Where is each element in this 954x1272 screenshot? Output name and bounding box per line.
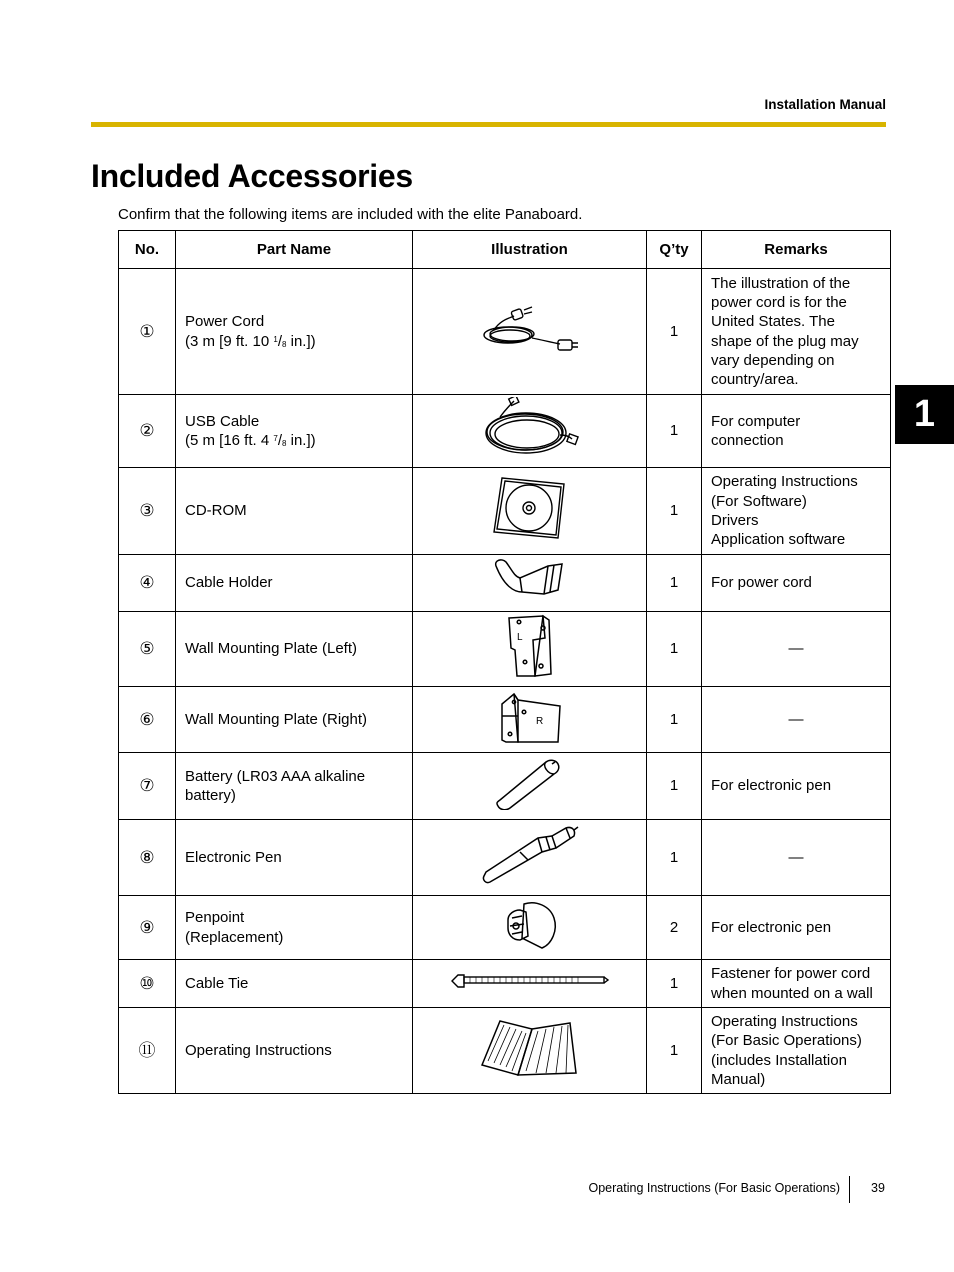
quantity: 1: [647, 269, 702, 395]
col-header-no: No.: [119, 231, 176, 269]
remarks: [702, 820, 891, 896]
remarks-line: —: [788, 710, 804, 728]
electronic-pen-icon: [480, 822, 580, 888]
part-name: [176, 960, 413, 1008]
remarks: [702, 960, 891, 1008]
remarks-line: For power cord: [711, 574, 812, 592]
item-number: ②: [119, 395, 176, 468]
part-name: [176, 612, 413, 687]
part-name-line: Power Cord: [185, 313, 265, 331]
dimension-suffix: in.]): [286, 332, 316, 350]
cable-tie-icon: [450, 969, 610, 993]
part-name: [176, 753, 413, 820]
item-number: ⑩: [119, 960, 176, 1008]
part-name-line: (Replacement): [185, 928, 284, 946]
remarks: [702, 468, 891, 555]
remarks-line: connection: [711, 432, 784, 449]
plate-letter-r: R: [535, 715, 543, 727]
illustration-cell: [413, 395, 647, 468]
remarks-line: For electronic pen: [711, 918, 832, 936]
penpoint-icon: [502, 900, 558, 950]
battery-icon: [494, 756, 566, 810]
table-row: [119, 395, 891, 468]
remarks-line: Operating Instructions: [711, 1012, 858, 1030]
quantity: 1: [647, 687, 702, 753]
remarks-line: Operating Instructions: [711, 473, 858, 491]
header-label: Installation Manual: [764, 97, 886, 112]
part-dimension: [185, 431, 403, 450]
table-row: [119, 820, 891, 896]
illustration-cell: [413, 468, 647, 555]
remarks: [702, 1008, 891, 1094]
chapter-tab: 1: [895, 385, 954, 444]
illustration-cell: [413, 687, 647, 753]
remarks-line: For computer: [711, 412, 801, 430]
item-number: ①: [119, 269, 176, 395]
col-header-remarks: Remarks: [702, 231, 891, 269]
part-name-line: USB Cable: [185, 412, 260, 430]
item-number: ⑦: [119, 753, 176, 820]
table-row: [119, 687, 891, 753]
remarks-line: United States. The: [711, 313, 835, 331]
remarks-line: Drivers: [711, 512, 759, 529]
cd-rom-icon: [492, 476, 568, 540]
table-row: [119, 612, 891, 687]
part-name-line: Wall Mounting Plate (Left): [185, 640, 358, 658]
part-name: [176, 687, 413, 753]
plate-letter-l: L: [516, 632, 523, 644]
remarks: [702, 269, 891, 395]
item-number: ⑥: [119, 687, 176, 753]
intro-text: Confirm that the following items are included with the elite Panaboard.: [118, 206, 583, 223]
remarks-line: —: [788, 640, 804, 658]
part-name-line: Wall Mounting Plate (Right): [185, 710, 368, 728]
remarks-line: Application software: [711, 531, 846, 549]
manual-book-icon: [480, 1017, 580, 1079]
fraction-numerator: 7: [273, 434, 278, 443]
part-dimension: [185, 332, 403, 351]
part-name: [176, 555, 413, 612]
item-number: ⑤: [119, 612, 176, 687]
illustration-cell: [413, 753, 647, 820]
remarks: [702, 896, 891, 960]
col-header-illustration: Illustration: [413, 231, 647, 269]
part-name-line: battery): [185, 787, 236, 804]
fraction-slash: /: [277, 332, 282, 350]
col-header-qty: Q’ty: [647, 231, 702, 269]
remarks-line: For electronic pen: [711, 777, 832, 795]
illustration-cell: [413, 555, 647, 612]
page-number: 39: [871, 1181, 885, 1195]
illustration-cell: [413, 612, 647, 687]
table-row: [119, 269, 891, 395]
table-header-row: [119, 231, 891, 269]
part-name-line: Operating Instructions: [185, 1041, 332, 1059]
remarks-line: Fastener for power cord: [711, 965, 871, 983]
part-name: [176, 820, 413, 896]
remarks-line: (For Basic Operations): [711, 1032, 862, 1050]
part-name-line: CD-ROM: [185, 502, 247, 520]
illustration-cell: [413, 960, 647, 1008]
remarks: [702, 555, 891, 612]
illustration-cell: [413, 820, 647, 896]
quantity: 2: [647, 896, 702, 960]
part-name: [176, 468, 413, 555]
part-name-line: Penpoint: [185, 909, 245, 927]
fraction-denominator: 8: [282, 339, 287, 349]
part-name-line: Electronic Pen: [185, 848, 282, 866]
table-row: [119, 960, 891, 1008]
part-name: [176, 269, 413, 395]
wall-plate-right-icon: [498, 690, 562, 744]
remarks: [702, 612, 891, 687]
illustration-cell: [413, 896, 647, 960]
quantity: 1: [647, 555, 702, 612]
part-name-line: Cable Tie: [185, 974, 249, 992]
remarks: [702, 687, 891, 753]
table-row: [119, 468, 891, 555]
remarks-line: Manual): [711, 1070, 766, 1088]
part-name: [176, 395, 413, 468]
illustration-cell: [413, 1008, 647, 1094]
header-rule: [91, 122, 886, 127]
item-number: ⑧: [119, 820, 176, 896]
remarks-line: (includes Installation: [711, 1051, 847, 1069]
table-row: [119, 753, 891, 820]
table-row: [119, 1008, 891, 1094]
quantity: 1: [647, 612, 702, 687]
col-header-part-name: Part Name: [176, 231, 413, 269]
cable-holder-icon: [492, 558, 568, 602]
accessories-table: [118, 230, 891, 1094]
table-row: [119, 896, 891, 960]
item-number: ④: [119, 555, 176, 612]
remarks-line: when mounted on a wall: [711, 984, 873, 1002]
remarks: [702, 395, 891, 468]
remarks-line: The illustration of the: [711, 274, 851, 292]
dimension-prefix: (3 m [9 ft. 10: [185, 332, 274, 350]
quantity: 1: [647, 395, 702, 468]
part-name-line: Battery (LR03 AAA alkaline: [185, 767, 366, 785]
footer-text: Operating Instructions (For Basic Operations): [588, 1181, 840, 1195]
item-number: ③: [119, 468, 176, 555]
remarks-line: vary depending on: [711, 351, 835, 369]
remarks-line: (For Software): [711, 492, 807, 510]
table-row: [119, 555, 891, 612]
remarks: [702, 753, 891, 820]
quantity: 1: [647, 820, 702, 896]
dimension-prefix: (5 m [16 ft. 4: [185, 432, 274, 449]
quantity: 1: [647, 753, 702, 820]
item-number: ⑨: [119, 896, 176, 960]
quantity: 1: [647, 1008, 702, 1094]
illustration-cell: [413, 269, 647, 395]
power-cord-icon: [480, 304, 580, 354]
part-name: [176, 896, 413, 960]
remarks-line: —: [788, 848, 804, 866]
remarks-line: shape of the plug may: [711, 332, 859, 350]
remarks-line: power cord is for the: [711, 293, 847, 311]
quantity: 1: [647, 468, 702, 555]
fraction-denominator: 8: [282, 439, 287, 448]
item-number: ⑪: [119, 1008, 176, 1094]
fraction-numerator: 1: [273, 334, 278, 344]
remarks-line: country/area.: [711, 371, 799, 389]
part-name-line: Cable Holder: [185, 574, 273, 592]
part-name: [176, 1008, 413, 1094]
footer-divider: [849, 1176, 850, 1203]
page-title: Included Accessories: [91, 158, 413, 194]
dimension-suffix: in.]): [286, 432, 316, 449]
usb-cable-icon: [480, 397, 580, 459]
wall-plate-left-icon: [505, 614, 555, 678]
fraction-slash: /: [277, 432, 282, 449]
quantity: 1: [647, 960, 702, 1008]
